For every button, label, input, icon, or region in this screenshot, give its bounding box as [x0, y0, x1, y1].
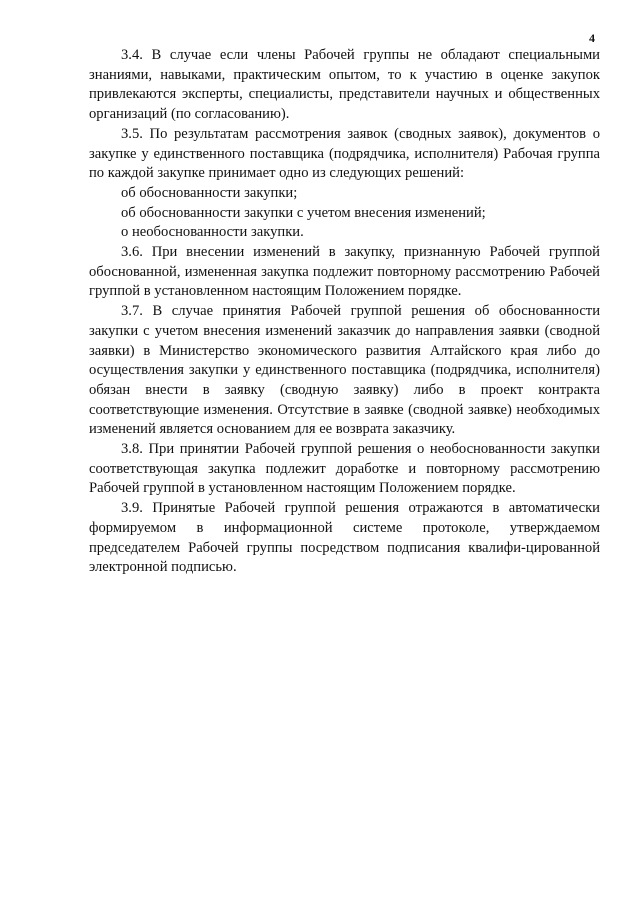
document-body [89, 46, 600, 578]
paragraph-3-7: 3.7. В случае принятия Рабочей группой решения об обоснованности закупки с учетом внесения изменений заказчик до направления заявки (сводной заявки) в Министерство экономического развития Алтайского края либо до осуществления закупки у единственного поставщика (подрядчика, исполнителя) обязан внести в заявку (сводную заявку) либо в проект контракта соответствующие изменения. Отсутствие в заявке (сводной заявке) необходимых изменений является основанием для ее возврата заказчику. [89, 303, 600, 438]
page-number: 4 [589, 31, 595, 45]
list-item-justified: об обоснованности закупки; [121, 184, 298, 201]
list-item-justified-with-changes: об обоснованности закупки с учетом внесения изменений; [121, 204, 486, 221]
paragraph-3-5: 3.5. По результатам рассмотрения заявок (сводных заявок), документов о закупке у единственного поставщика (подрядчика, исполнителя) Рабочая группа по каждой закупке принимает одно из следующих решений: [89, 125, 600, 182]
paragraph-3-4: 3.4. В случае если члены Рабочей группы не обладают специальными знаниями, навыками, практическим опытом, то к участию в оценке закупок привлекаются эксперты, специалисты, представители научных и общественных организаций (по согласованию). [89, 47, 600, 123]
paragraph-3-6: 3.6. При внесении изменений в закупку, признанную Рабочей группой обоснованной, измененная закупка подлежит повторному рассмотрению Рабочей группой в установленном настоящим Положением порядке. [89, 244, 600, 300]
paragraph-3-9: 3.9. Принятые Рабочей группой решения отражаются в автоматически формируемом в информационной системе протоколе, утверждаемом председателем Рабочей группы посредством подписания квалифи-цированной электронной подписью. [89, 500, 600, 576]
list-item-unjustified: о необоснованности закупки. [121, 224, 304, 241]
paragraph-3-8: 3.8. При принятии Рабочей группой решения о необоснованности закупки соответствующая закупка подлежит доработке и повторному рассмотрению Рабочей группой в установленном настоящим Положением порядке. [89, 441, 600, 497]
